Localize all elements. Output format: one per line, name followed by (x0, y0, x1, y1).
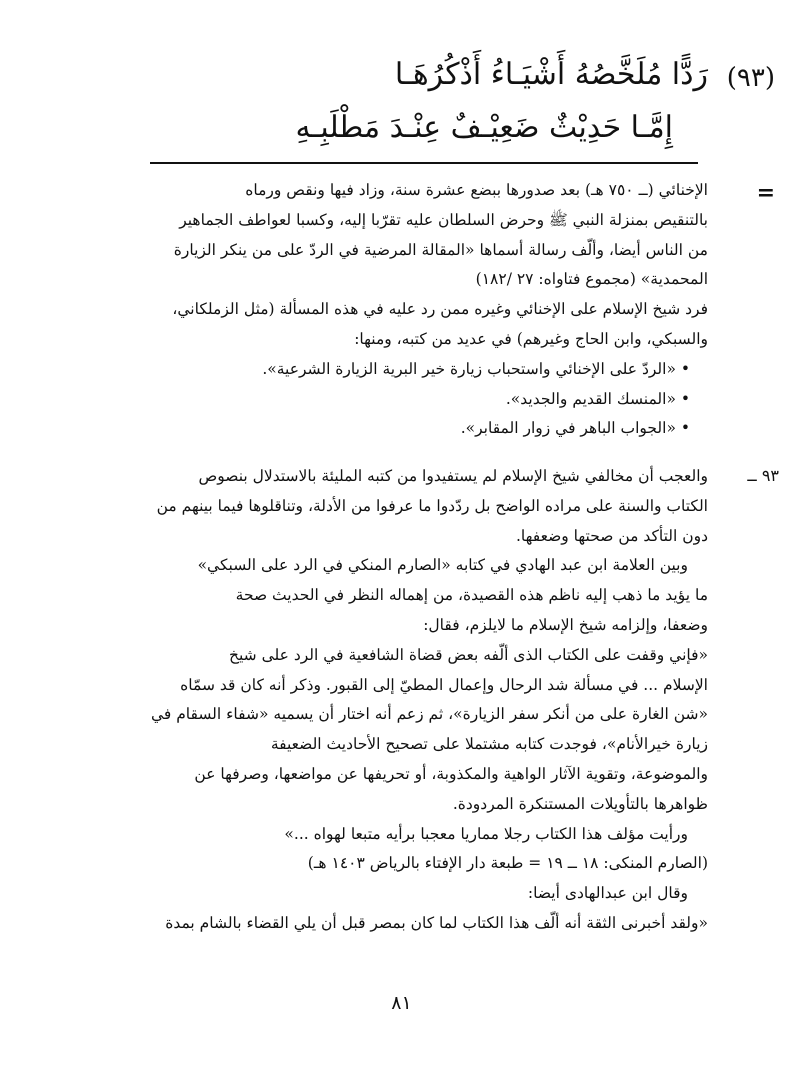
text-line: الإخنائي (ــ ٧٥٠ هـ) بعد صدورها ببضع عشرة سنة، وزاد فيها ونقص ورماه (245, 181, 708, 199)
list-item: • «المنسك القديم والجديد». (505, 389, 690, 408)
text-line: الكتاب والسنة على مراده الواضح بل ردّدوا ما عرفوا من الأدلة، وتناقلوها فيما بينهم من (156, 496, 708, 515)
note-93-text (138, 462, 708, 939)
citation-line: (الصارم المنكى: ١٨ ــ ١٩ = طبعة دار الإفتاء بالرياض ١٤٠٣ هـ) (307, 854, 708, 873)
verse-line-1: رَدًّا مُلَخَّصُهُ أَشْيَـاءُ أَذْكُرُهَـا (394, 57, 708, 92)
note-number: ٩٣ ــ (747, 466, 779, 485)
quote-line: «شن الغارة على من أنكر سفر الزيارة»، ثم زعم أنه اختار أن يسميه «شفاء السقام في (150, 705, 708, 724)
page-number: ٨١ (391, 992, 412, 1014)
text-line: وضعفا، وإلزامه شيخ الإسلام ما لايلزم، فقال: (423, 615, 708, 634)
continuation-marker: = (756, 180, 775, 206)
quote-line: «فإني وقفت على الكتاب الذى ألّفه بعض قضاة الشافعية في الرد على شيخ (229, 645, 708, 664)
separator-rule (150, 162, 698, 164)
text-line: بالتنقيص بمنزلة النبي ﷺ وحرض السلطان عليه تقرّبا إليه، وكسبا لعواطف الجماهير (179, 210, 708, 229)
list-item: • «الجواب الباهر في زوار المقابر». (460, 419, 690, 438)
verse-line-2: إِمَّـا حَدِيْثٌ ضَعِيْـفٌ عِنْـدَ مَطْلَبِـهِ (295, 110, 673, 145)
quote-line: ورأيت مؤلف هذا الكتاب رجلا مماريا معجبا برأيه متبعا لهواه ...» (284, 824, 688, 843)
text-line: وقال ابن عبدالهادى أيضا: (527, 884, 688, 903)
footnote-continued (138, 176, 708, 444)
text-line: فرد شيخ الإسلام على الإخنائي وغيره ممن رد عليه في هذه المسألة (مثل الزملكاني، (172, 300, 708, 319)
quote-line: والموضوعة، وتقوية الآثار الواهية والمكذوبة، أو تحريفها عن مواضعها، وصرفها عن (194, 764, 708, 783)
text-line: والعجب أن مخالفي شيخ الإسلام لم يستفيدوا من كتبه المليئة بالاستدلال بنصوص (198, 467, 708, 485)
quote-line: زيارة خيرالأنام»، فوجدت كتابه مشتملا على تصحيح الأحاديث الضعيفة (270, 735, 708, 754)
quote-line: ظواهرها بالتأويلات المستنكرة المردودة. (452, 794, 708, 813)
list-item: • «الردّ على الإخنائي واستحباب زيارة خير البرية الزيارة الشرعية». (262, 359, 690, 378)
text-line: والسبكي، وابن الحاج وغيرهم) في عديد من كتبه، ومنها: (354, 329, 708, 348)
text-line: من الناس أيضا، وألّف رسالة أسماها «المقالة المرضية في الردّ على من ينكر الزيارة (173, 240, 708, 259)
quote-line: الإسلام ... في مسألة شد الرحال وإعمال المطيّ إلى القبور. وذكر أنه كان قد سمّاه (180, 675, 708, 694)
text-line: المحمدية» (مجموع فتاواه: ٢٧ /١٨٢) (475, 270, 708, 289)
text-line: وبين العلامة ابن عبد الهادي في كتابه «الصارم المنكي في الرد على السبكي» (197, 556, 688, 575)
quote-line: «ولقد أخبرنى الثقة أنه ألّف هذا الكتاب لما كان بمصر قبل أن يلي القضاء بالشام بمدة (165, 913, 708, 932)
text-line: دون التأكد من صحتها وضعفها. (516, 526, 708, 545)
text-line: ما يؤيد ما ذهب إليه ناظم هذه القصيدة، من إهماله النظر في الحديث صحة (235, 586, 708, 605)
verse-number: (٩٣) (726, 63, 775, 93)
